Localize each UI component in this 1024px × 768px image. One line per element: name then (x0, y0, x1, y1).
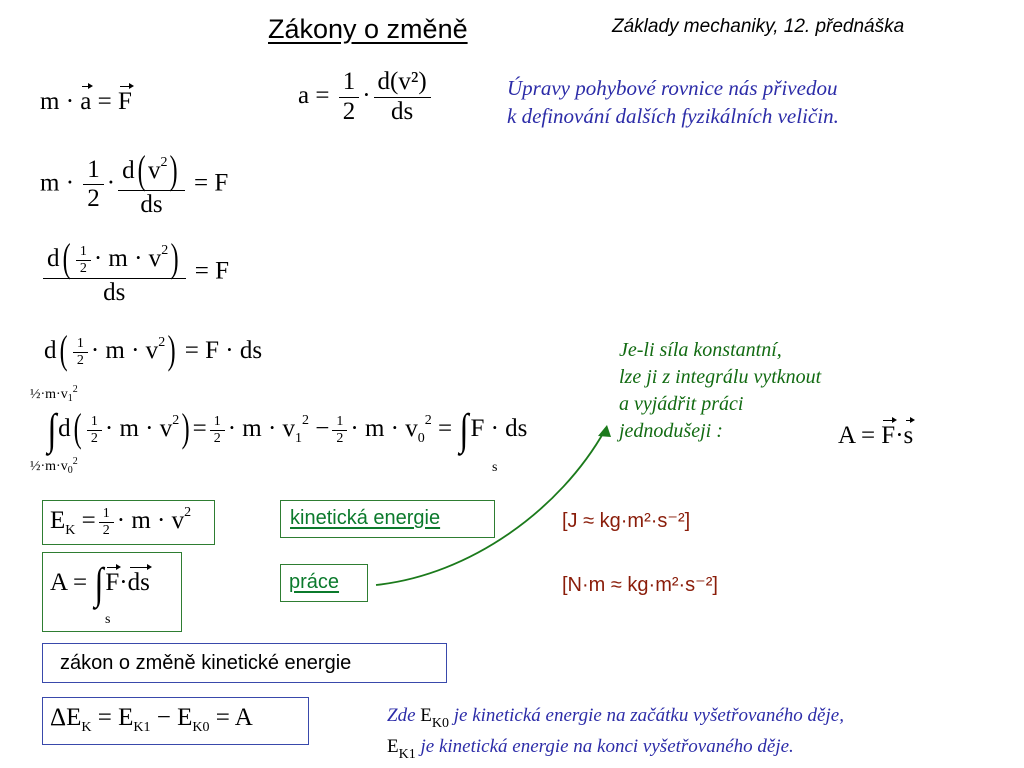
work-formula: A = ∫F·ds (50, 559, 150, 608)
kinetic-energy-link[interactable]: kinetická energie (290, 507, 441, 529)
kinetic-energy-formula: $E_K$ = $\frac{1}{2}$ · $m \cdot v^2$ (50, 505, 192, 538)
page-title: Zákony o změně (268, 14, 468, 44)
lecture-subtitle: Základy mechaniky, 12. přednáška (612, 16, 905, 37)
equation-constant-work: A = F·s (838, 422, 914, 449)
integral-subscript-s: s (492, 460, 498, 475)
bottom-note: Zde $E_{K0}$ je kinetická energie na začátku vyšetřovaného děje, $E_{K1}$ je kinetická energie na konci vyšetřovaného děje. (387, 705, 844, 762)
intro-note: Úpravy pohybové rovnice nás přivedou k definování dalších fyzikálních veličin. (507, 76, 839, 128)
work-unit: [N·m ≈ kg·m²·s⁻²] (562, 574, 718, 596)
energy-unit: [J ≈ kg·m²·s⁻²] (562, 510, 691, 532)
equation-step-2: m · $\frac{1}{2}$ · $\frac{d( v^2)}{ds}$ = F (40, 147, 229, 218)
equation-step-4: d( $\frac{1}{2}$ · $m \cdot v^2) = F$ · ds (44, 327, 263, 372)
work-integral-subscript: s (105, 612, 111, 627)
equation-acceleration: a = $\frac{1}{2}$ · $\frac{\text{d(v²)}}{ds}$ (298, 68, 434, 127)
integral-lower-limit: $\frac{1}{2}\cdot m\cdot v_0^2$ (30, 456, 78, 476)
equation-integral: ∫d( $\frac{1}{2}$ · $m \cdot v^2$) = $\frac{1}{2}$ · $m \cdot v_1^2$ − $\frac{1}{2}$ · $m \cdot v_0^2 = \int F$ · ds (47, 405, 528, 454)
equation-newton: m · a = F (40, 88, 132, 115)
law-label: zákon o změně kinetické energie (60, 652, 352, 674)
energy-change-formula: $\Delta E_K = E_{K1} - E_{K0} = A$ (50, 704, 253, 735)
work-link[interactable]: práce (289, 571, 340, 593)
integral-upper-limit: $\frac{1}{2}\cdot m\cdot v_1^2$ (30, 384, 78, 404)
equation-step-3: d( $\frac{1}{2}$ · $m \cdot v^2$) ds = F (40, 238, 229, 308)
constant-force-note: Je-li síla konstantní, lze ji z integrálu vytknout a vyjádřit práci jednodušeji : (619, 339, 822, 442)
